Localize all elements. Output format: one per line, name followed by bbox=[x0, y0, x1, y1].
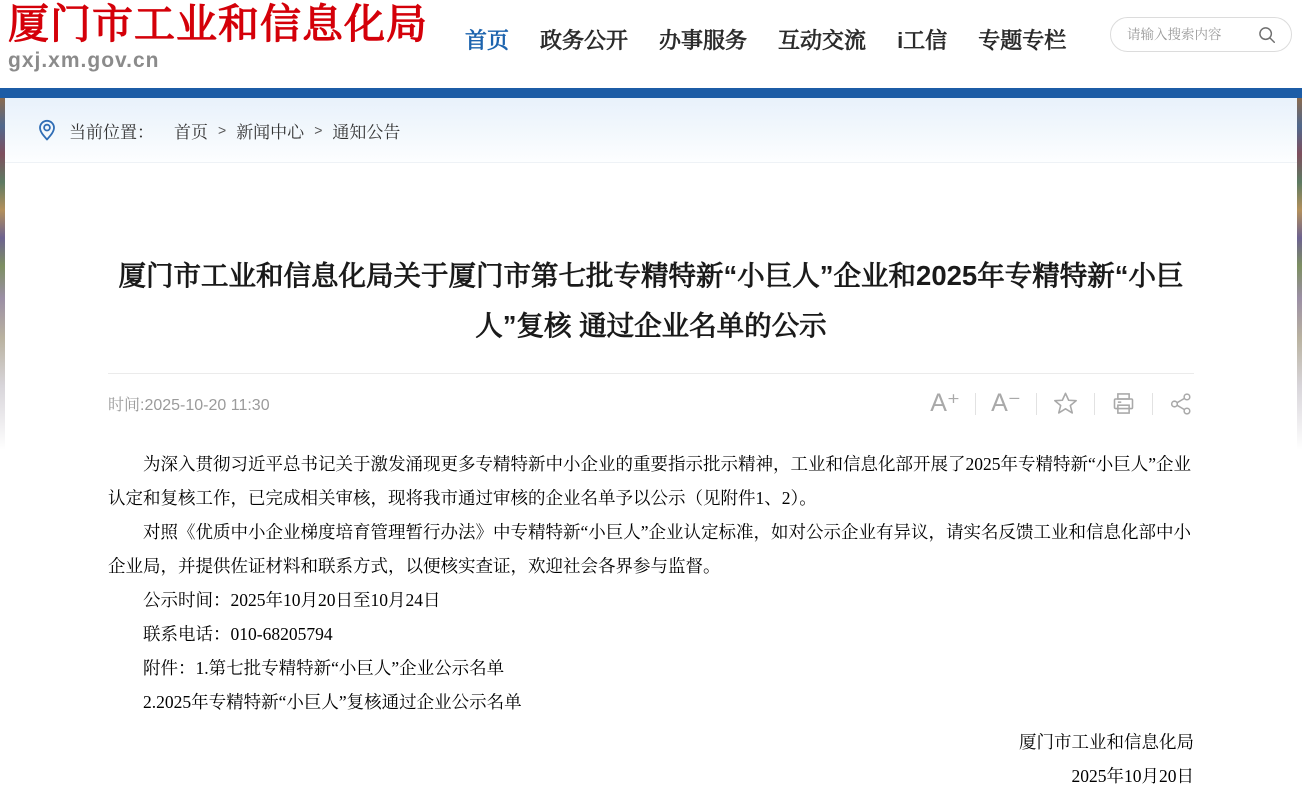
nav-item-interaction[interactable]: 互动交流 bbox=[778, 28, 867, 53]
article-paragraph-contact-phone: 联系电话：010-68205794 bbox=[143, 624, 333, 644]
breadcrumb bbox=[5, 98, 1297, 163]
article-meta-row bbox=[108, 373, 1194, 433]
signature-agency: 厦门市工业和信息化局 bbox=[1019, 732, 1194, 752]
site-logo-domain: gxj.xm.gov.cn bbox=[8, 49, 160, 72]
page-body bbox=[0, 98, 1302, 800]
toolbar-divider bbox=[1094, 393, 1095, 415]
location-pin-icon bbox=[35, 117, 59, 143]
article bbox=[5, 251, 1297, 793]
site-logo[interactable] bbox=[8, 0, 428, 73]
article-paragraph-public-notice-period: 公示时间：2025年10月20日至10月24日 bbox=[143, 590, 441, 610]
breadcrumb-separator: > bbox=[314, 122, 323, 138]
favorite-star-icon[interactable] bbox=[1052, 390, 1079, 417]
share-icon[interactable] bbox=[1168, 391, 1194, 417]
font-increase-button[interactable]: A⁺ bbox=[930, 389, 961, 417]
breadcrumb-link-home[interactable]: 首页 bbox=[174, 122, 208, 142]
toolbar-divider bbox=[1036, 393, 1037, 415]
site-logo-title: 厦门市工业和信息化局 bbox=[8, 1, 428, 47]
search-input[interactable] bbox=[1125, 26, 1257, 43]
breadcrumb-label: 当前位置： bbox=[69, 122, 154, 142]
article-paragraph: 对照《优质中小企业梯度培育管理暂行办法》中专精特新“小巨人”企业认定标准，如对公示企业有异议，请实名反馈工业和信息化部中小企业局，并提供佐证材料和联系方式，以便核实查证，欢迎社会各界参与监督。 bbox=[108, 522, 1192, 576]
signature-date: 2025年10月20日 bbox=[1071, 766, 1194, 786]
nav-item-government-affairs[interactable]: 政务公开 bbox=[540, 28, 629, 53]
toolbar-divider bbox=[1152, 393, 1153, 415]
content-card bbox=[5, 98, 1297, 800]
article-paragraph: 为深入贯彻习近平总书记关于激发涌现更多专精特新中小企业的重要指示批示精神，工业和信息化部开展了2025年专精特新“小巨人”企业认定和复核工作，已完成相关审核，现将我市通过审核的企业名单予以公示（见附件1、2）。 bbox=[108, 454, 1192, 508]
breadcrumb-separator: > bbox=[218, 122, 227, 138]
main-nav bbox=[465, 24, 1066, 55]
search-box bbox=[1110, 17, 1292, 52]
nav-item-i-industry[interactable]: i工信 bbox=[897, 28, 948, 53]
print-icon[interactable] bbox=[1110, 390, 1137, 417]
publish-time: 时间:2025-10-20 11:30 bbox=[108, 397, 270, 414]
font-decrease-button[interactable]: A⁻ bbox=[991, 389, 1021, 417]
nav-item-home[interactable]: 首页 bbox=[465, 28, 510, 53]
nav-item-services[interactable]: 办事服务 bbox=[659, 28, 748, 53]
toolbar-divider bbox=[975, 393, 976, 415]
breadcrumb-link-news-center[interactable]: 新闻中心 bbox=[236, 122, 305, 142]
background-image-edge-right bbox=[1297, 98, 1302, 498]
article-title: 厦门市工业和信息化局关于厦门市第七批专精特新“小巨人”企业和2025年专精特新“小巨人”复核 通过企业名单的公示 bbox=[118, 260, 1184, 341]
article-toolbar bbox=[930, 390, 1194, 417]
site-header bbox=[0, 0, 1302, 88]
breadcrumb-link-notices[interactable]: 通知公告 bbox=[332, 122, 401, 142]
article-signature bbox=[108, 725, 1194, 793]
search-icon[interactable] bbox=[1257, 25, 1277, 45]
nav-item-special-topics[interactable]: 专题专栏 bbox=[978, 28, 1067, 53]
article-paragraph-attachment-2: 2.2025年专精特新“小巨人”复核通过企业公示名单 bbox=[143, 692, 522, 712]
article-paragraph-attachment-1: 附件：1.第七批专精特新“小巨人”企业公示名单 bbox=[143, 658, 505, 678]
article-body bbox=[108, 447, 1194, 719]
header-divider-bar bbox=[0, 88, 1302, 98]
